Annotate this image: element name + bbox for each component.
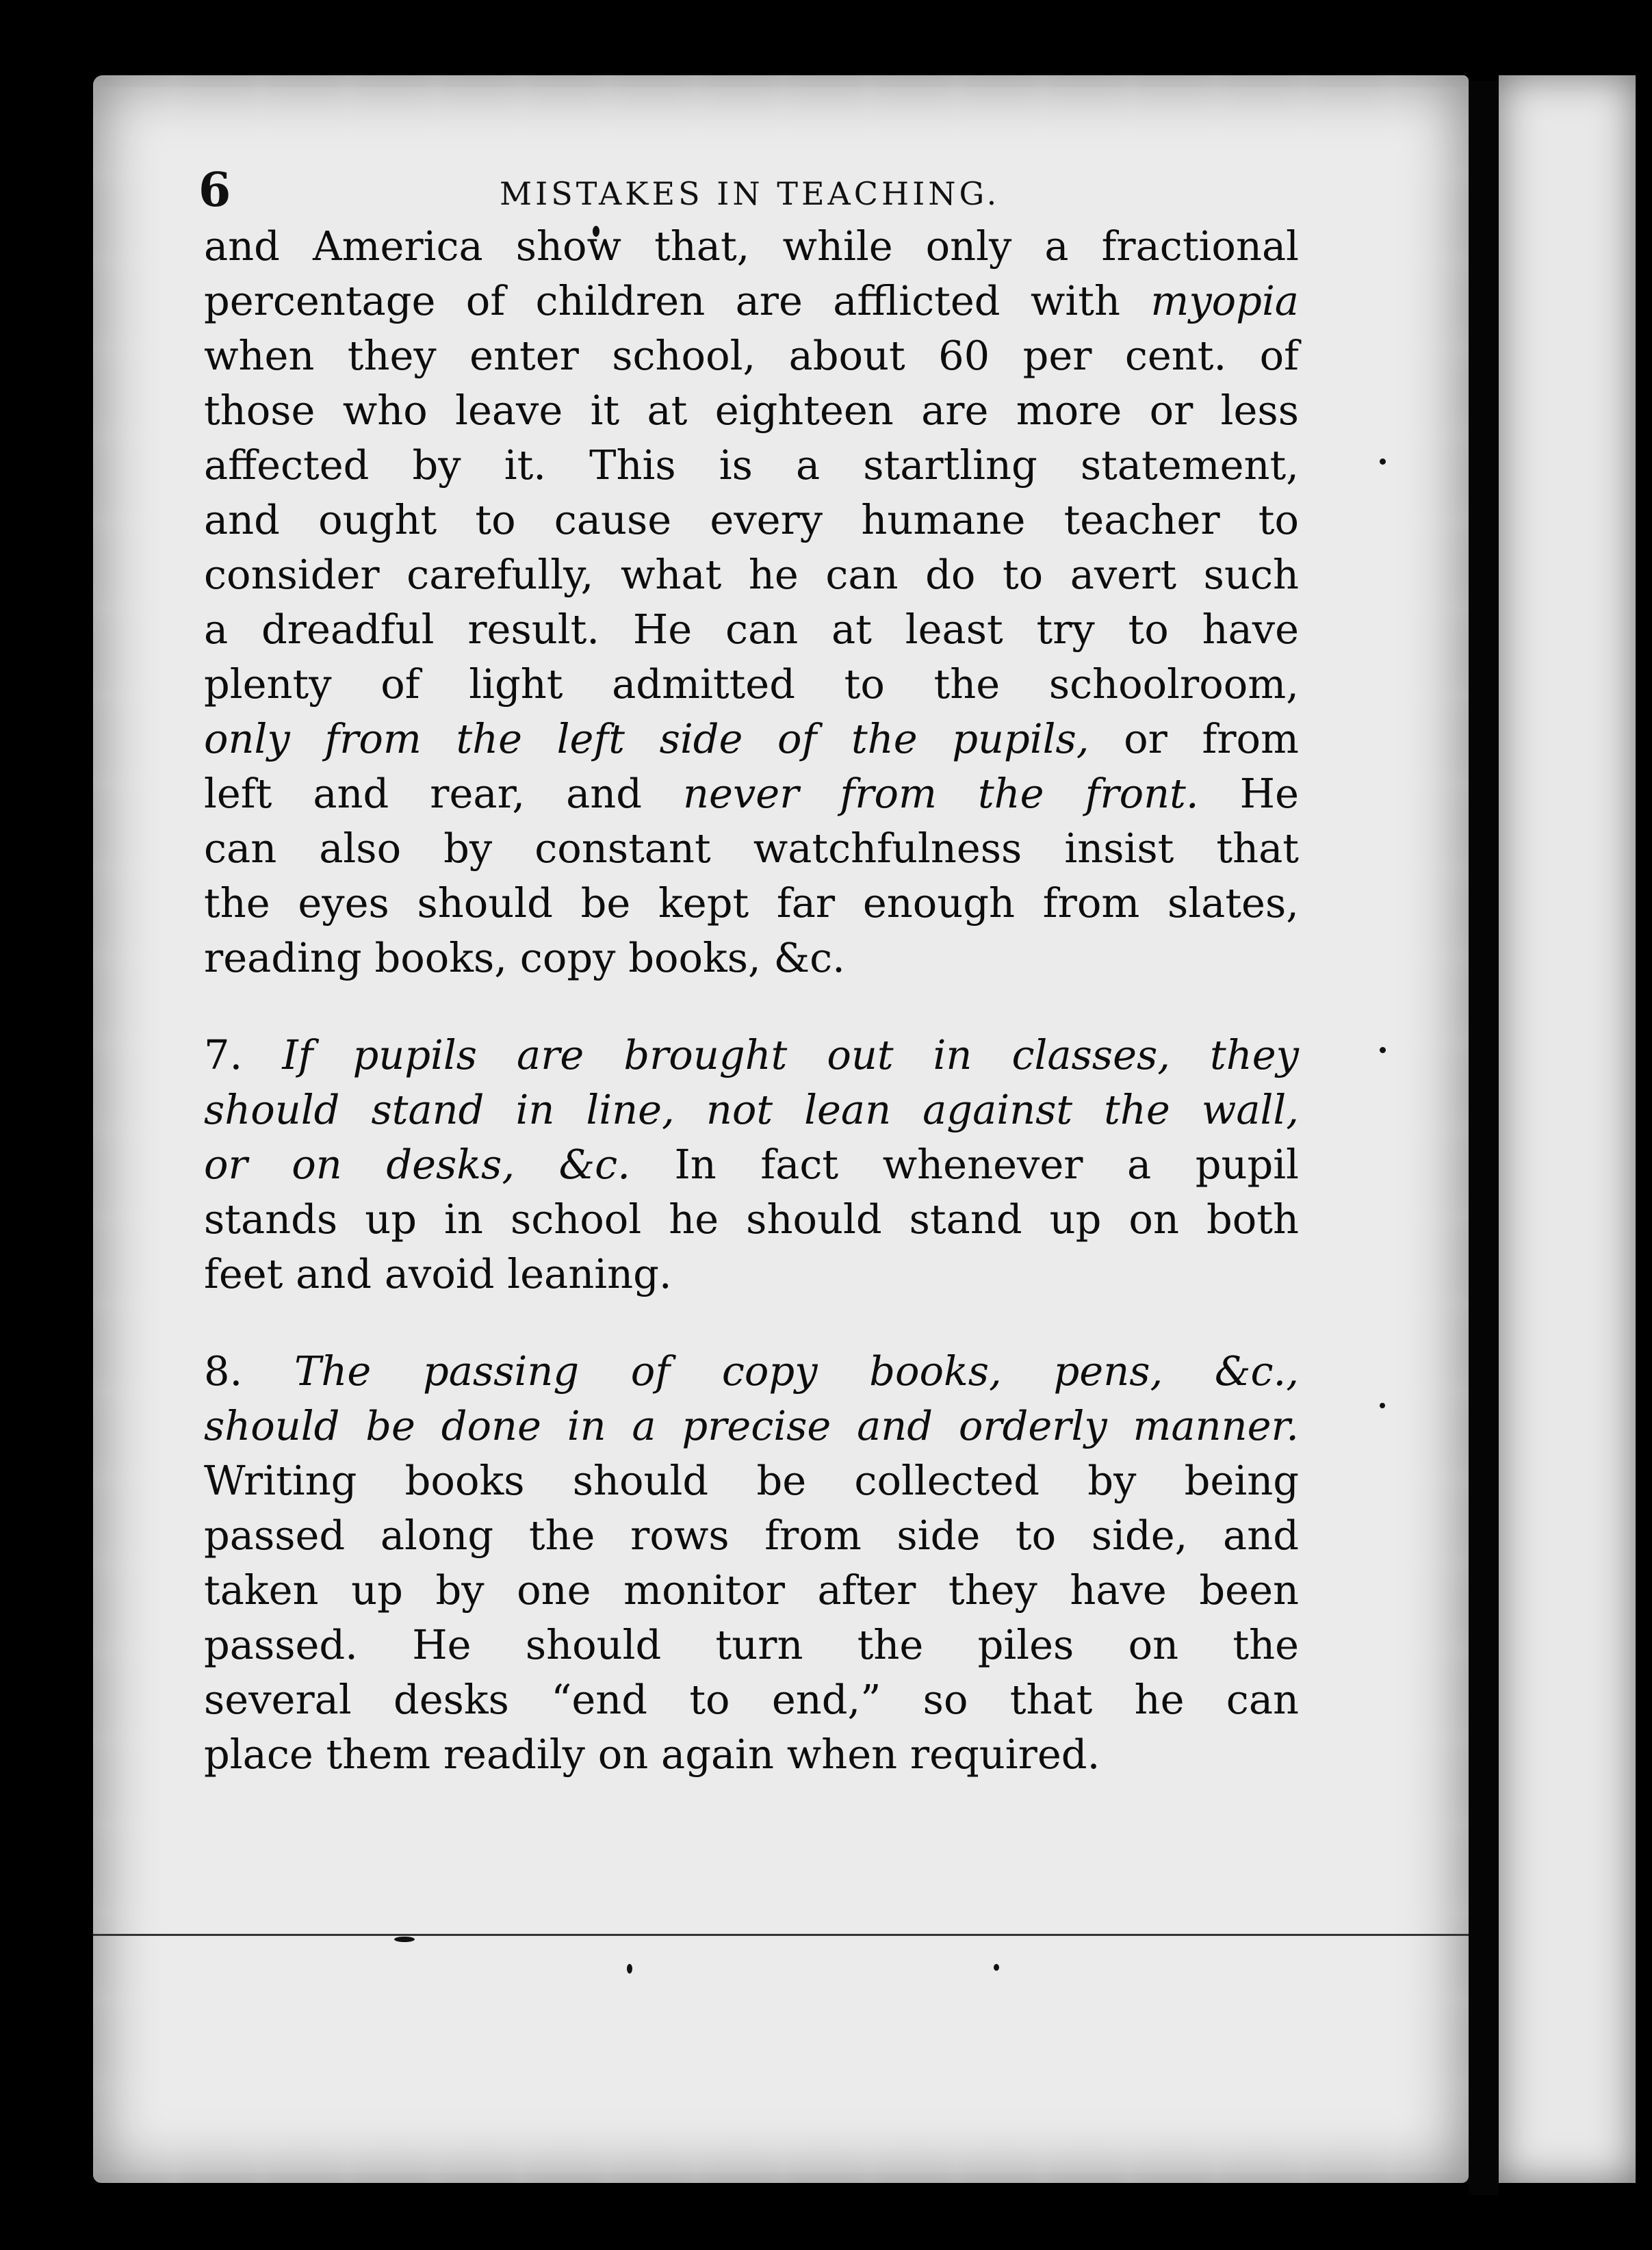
italic-run: never from the front. xyxy=(683,770,1199,817)
text-run: several desks “end to end,” so that he can xyxy=(204,1676,1299,1723)
page-number: 6 xyxy=(198,163,231,218)
text-line xyxy=(204,1508,1299,1563)
text-run: affected by it. This is a startling statement, xyxy=(204,441,1299,489)
text-run: consider carefully, what he can do to avert such xyxy=(204,551,1299,598)
scan-crease-line xyxy=(93,1934,1469,1936)
text-line xyxy=(204,274,1299,328)
text-run: and America show that, while only a fractional xyxy=(204,222,1299,270)
text-line xyxy=(204,1727,1299,1782)
text-line xyxy=(204,1618,1299,1672)
paragraph-gap xyxy=(204,985,1299,1028)
text-line xyxy=(204,1137,1299,1192)
text-line xyxy=(204,766,1299,821)
text-run: plenty of light admitted to the schoolroom, xyxy=(204,660,1299,708)
italic-run: should be done in a precise and orderly manner. xyxy=(204,1402,1299,1449)
text-run: 8. xyxy=(204,1347,294,1395)
text-run: passed along the rows from side to side, and xyxy=(204,1512,1299,1559)
paragraph xyxy=(204,219,1299,985)
text-line xyxy=(204,657,1299,712)
paragraph-gap xyxy=(204,1302,1299,1344)
text-run: when they enter school, about 60 per cent. of xyxy=(204,332,1299,379)
text-line xyxy=(204,1453,1299,1508)
text-line xyxy=(204,1399,1299,1453)
text-line xyxy=(204,1247,1299,1302)
italic-run: If pupils are brought out in classes, they xyxy=(282,1031,1299,1078)
italic-run: myopia xyxy=(1150,277,1299,324)
italic-run: should stand in line, not lean against the wall, xyxy=(204,1086,1299,1133)
paragraph xyxy=(204,1028,1299,1302)
text-run: those who leave it at eighteen are more or less xyxy=(204,387,1299,434)
text-line xyxy=(204,712,1299,766)
text-run: reading books, copy books, &c. xyxy=(204,934,845,981)
text-line xyxy=(204,438,1299,493)
text-line xyxy=(204,219,1299,274)
text-line xyxy=(204,1563,1299,1618)
text-line xyxy=(204,383,1299,438)
text-line xyxy=(204,1028,1299,1083)
text-run: feet and avoid leaning. xyxy=(204,1250,672,1297)
text-line xyxy=(204,1192,1299,1247)
paragraph xyxy=(204,1344,1299,1782)
facing-page-edge xyxy=(1499,75,1636,2183)
italic-run: only from the left side of the pupils, xyxy=(204,715,1089,762)
text-run: passed. He should turn the piles on the xyxy=(204,1621,1299,1668)
book-spine xyxy=(1469,81,1499,2195)
text-run: can also by constant watchfulness insist that xyxy=(204,825,1299,872)
text-run: or from xyxy=(1089,715,1299,762)
text-run: left and rear, and xyxy=(204,770,684,817)
text-line xyxy=(204,1344,1299,1399)
text-run: taken up by one monitor after they have been xyxy=(204,1566,1299,1614)
text-run: Writing books should be collected by being xyxy=(204,1457,1299,1504)
text-run: 7. xyxy=(204,1031,283,1078)
text-line xyxy=(204,328,1299,383)
italic-run: or on desks, &c. xyxy=(204,1141,630,1188)
text-run: and ought to cause every humane teacher to xyxy=(204,496,1299,543)
text-run: the eyes should be kept far enough from slates, xyxy=(204,879,1299,927)
text-run: a dreadful result. He can at least try to have xyxy=(204,606,1299,653)
text-line xyxy=(204,1672,1299,1727)
text-line xyxy=(204,876,1299,931)
body-text xyxy=(204,219,1299,1782)
page-header xyxy=(198,163,1293,224)
text-run: percentage of children are afflicted with xyxy=(204,277,1151,324)
text-line xyxy=(204,602,1299,657)
text-line xyxy=(204,547,1299,602)
text-line xyxy=(204,493,1299,547)
running-title: MISTAKES IN TEACHING. xyxy=(500,175,1001,212)
text-run: In fact whenever a pupil xyxy=(630,1141,1299,1188)
italic-run: The passing of copy books, pens, &c., xyxy=(294,1347,1299,1395)
text-line xyxy=(204,931,1299,985)
text-line xyxy=(204,821,1299,876)
text-run: He xyxy=(1198,770,1299,817)
text-run: stands up in school he should stand up on both xyxy=(204,1195,1299,1243)
text-line xyxy=(204,1083,1299,1137)
text-run: place them readily on again when required. xyxy=(204,1731,1100,1778)
